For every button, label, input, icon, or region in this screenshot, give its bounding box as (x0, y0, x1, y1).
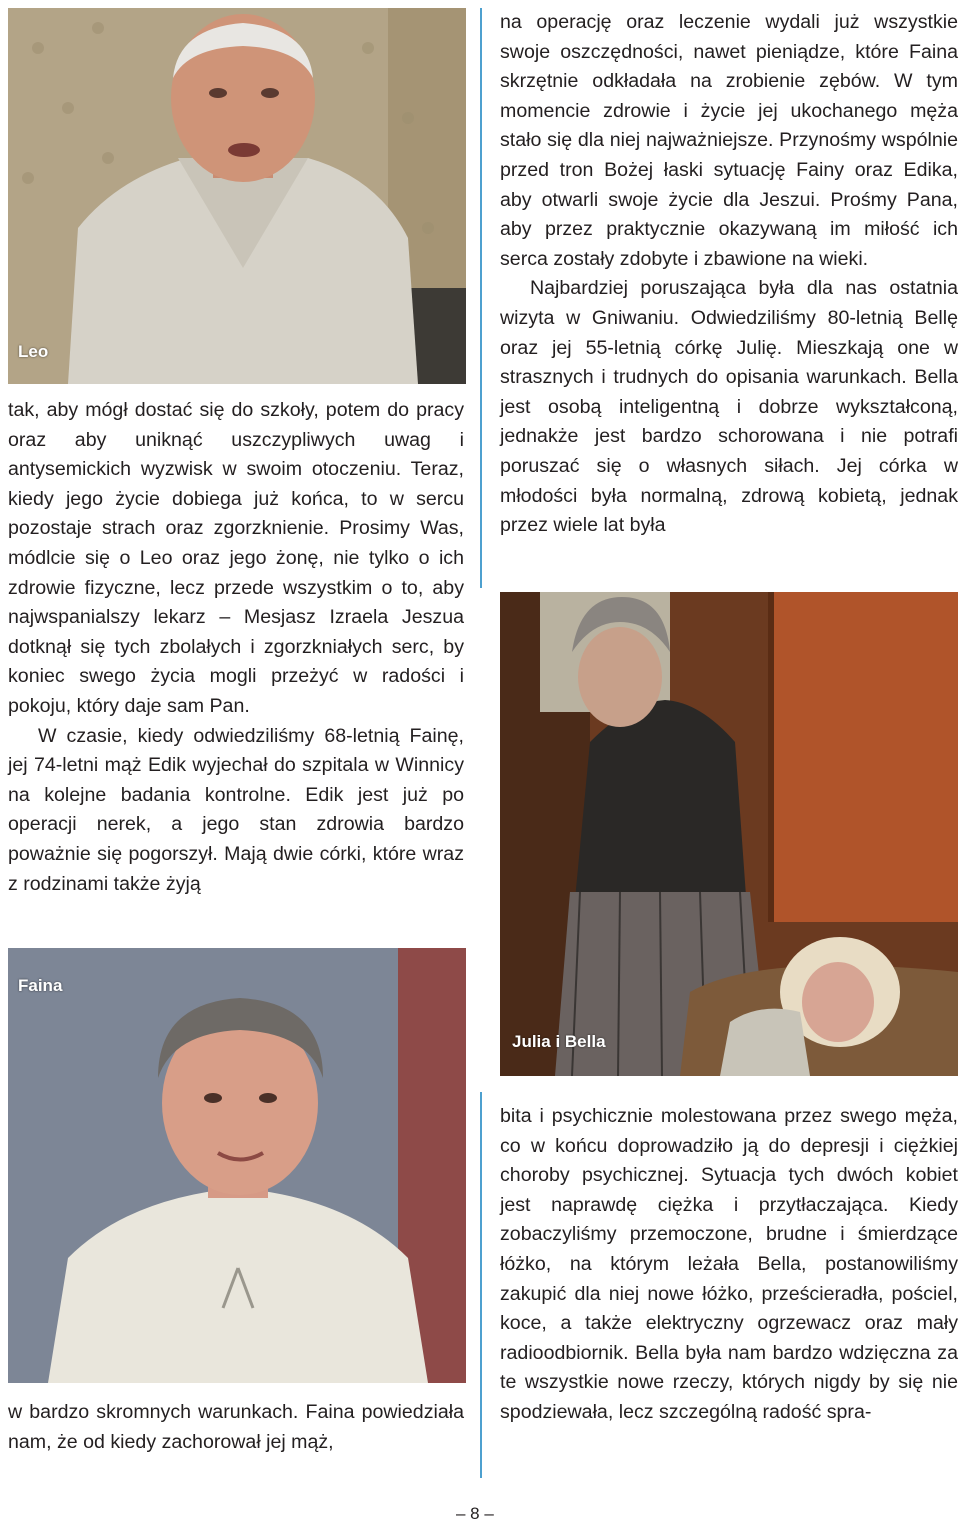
caption-faina: Faina (18, 976, 63, 995)
column-rule (480, 1092, 482, 1478)
left-column-bottom (8, 1398, 464, 1457)
caption-leo: Leo (18, 342, 49, 361)
photo-julia-bella (500, 592, 958, 1076)
photo-leo (8, 8, 466, 384)
right-column-top (500, 8, 958, 541)
left-column-top (8, 396, 464, 899)
paragraph: tak, aby mógł dostać się do szkoły, potem do pracy oraz aby uniknąć uszczypliwych uwag i antysemickich wyzwisk w swoim otoczeniu. Teraz, kiedy jego życie dobiega już końca, to w sercu pozostaje strach oraz zgorzknienie. Prosimy Was, módlcie się o Leo oraz jego żonę, nie tylko o ich zdrowie fizyczne, lecz przede wszystkim o to, aby najwspanialszy lekarz – Mesjasz Izraela Jeszua dotknął się tych zbolałych i zgorzkniałych serc, by koniec swego życia mogli przeżyć w radości i pokoju, który daje sam Pan. (8, 399, 464, 717)
caption-julia-bella: Julia i Bella (512, 1032, 606, 1051)
paragraph: w bardzo skromnych warunkach. Faina powiedziała nam, że od kiedy zachorował jej mąż, (8, 1401, 464, 1453)
paragraph: bita i psychicznie molestowana przez swego męża, co w końcu doprowadziło ją do depresji i ciężkiej choroby psychicznej. Sytuacja tych dwóch kobiet jest naprawdę ciężka i przytłaczająca. Kiedy zobaczyliśmy przemoczone, brudne i śmierdzące łóżko, na którym leżała Bella, postanowiliśmy zakupić dla niej nowe łóżko, prześcieradła, pościel, koce, a także elektryczny ogrzewacz oraz mały radioodbiornik. Bella była nam bardzo wdzięczna za te wszystkie nowe rzeczy, których nigdy by się nie spodziewała, lecz szczególną radość spra- (500, 1105, 958, 1423)
paragraph: na operację oraz leczenie wydali już wszystkie swoje oszczędności, nawet pieniądze, które Faina skrzętnie odkładała na zrobienie zębów. W tym momencie zdrowie i życie jej ukochanego męża stało się dla niej najważniejsze. Przynośmy wspólnie przed tron Bożej łaski sytuację Fainy oraz Edika, aby otwarli swoje życie dla Jeszui. Prośmy Pana, aby przez praktycznie okazywaną im miłość ich serca zostały zdobyte i zbawione na wieki. (500, 11, 958, 270)
photo-faina (8, 948, 466, 1383)
page-number: – 8 – (456, 1504, 494, 1523)
right-column-bottom (500, 1102, 958, 1428)
paragraph: Najbardziej poruszająca była dla nas ostatnia wizyta w Gniwaniu. Odwiedziliśmy 80-letnią Bellę oraz jej 55-letnią córkę Julię. Mieszkają one w strasznych i trudnych do opisania warunkach. Bella jest osobą inteligentną i dobrze wykształconą, jednakże jest bardzo schorowana i nie potrafi poruszać się o własnych siłach. Jej córka w młodości była normalną, zdrową kobietą, jednak przez wiele lat była (500, 277, 958, 537)
paragraph: W czasie, kiedy odwiedziliśmy 68-letnią Fainę, jej 74-letni mąż Edik wyjechał do szpitala w Winnicy na kolejne badania kontrolne. Edik jest już po operacji nerek, a jego stan zdrowia bardzo poważnie się pogorszył. Mają dwie córki, które wraz z rodzinami także żyją (8, 724, 464, 895)
column-rule (480, 8, 482, 588)
